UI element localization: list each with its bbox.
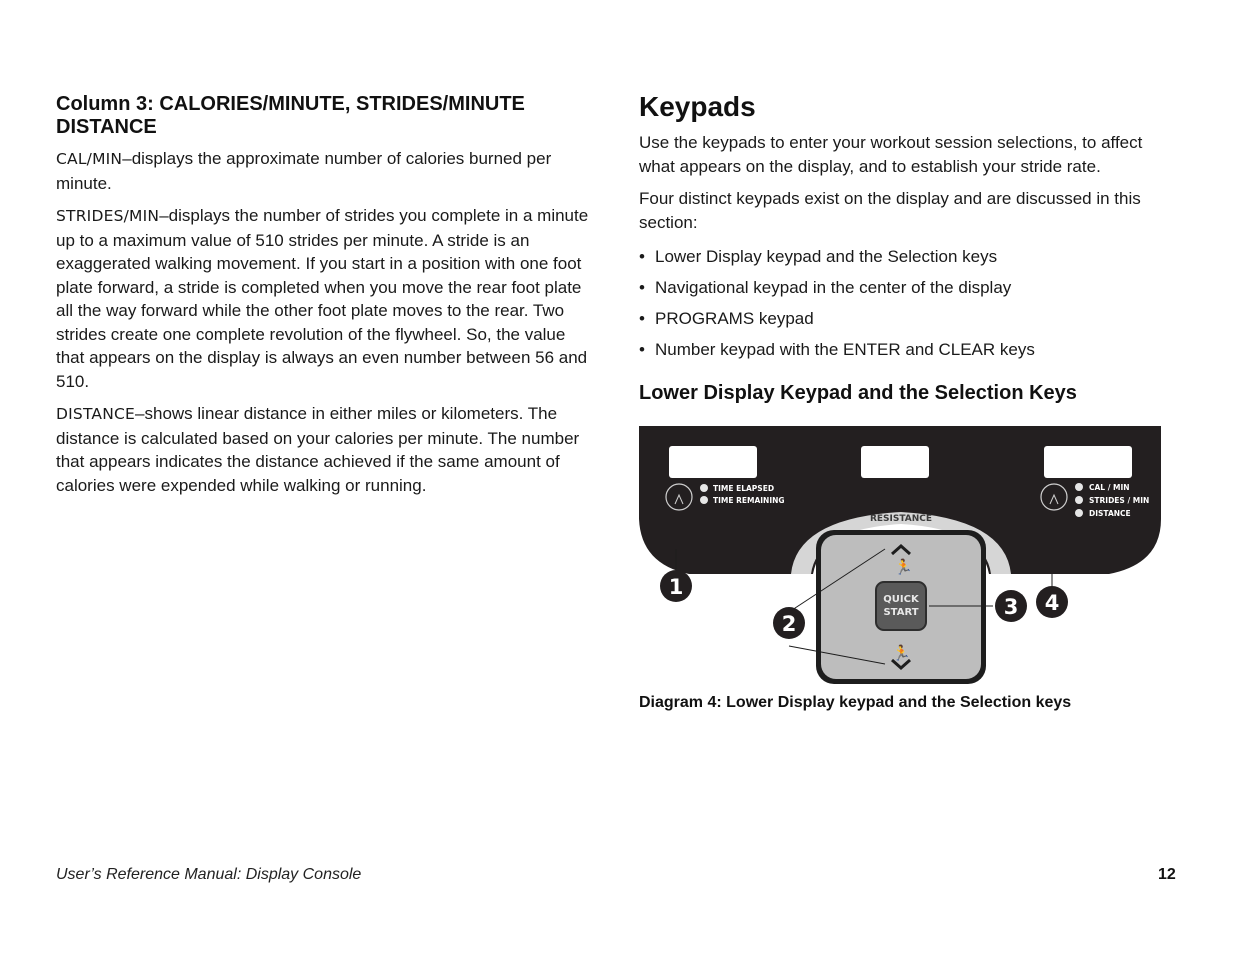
time-remaining-led: [700, 496, 708, 504]
strides-min-led: [1075, 496, 1083, 504]
distance-term: DISTANCE: [56, 405, 136, 423]
left-column: [56, 93, 596, 506]
cal-min-label: CAL / MIN: [1089, 483, 1130, 492]
strides-min-term: STRIDES/MIN: [56, 207, 160, 225]
cal-min-description: –displays the approximate number of calories burned per minute.: [56, 149, 552, 193]
keypad-list: [639, 246, 1169, 361]
diagram-caption: Diagram 4: Lower Display keypad and the Selection keys: [639, 694, 1072, 711]
left-display-window: [669, 446, 757, 478]
list-item: • Number keypad with the ENTER and CLEAR keys: [639, 340, 1035, 359]
callout-1-label: 1: [668, 575, 684, 599]
runner-fast-icon: 🏃: [894, 558, 913, 576]
distance-description: –shows linear distance in either miles or kilometers. The distance is calculated based on your calories per minute. The number that appears indicates the distance achieved if the same amount of calories were expended while walking or running.: [56, 404, 580, 495]
callout-3-label: 3: [1003, 595, 1019, 619]
footer-title: User’s Reference Manual: Display Console: [56, 866, 362, 883]
time-elapsed-label: TIME ELAPSED: [713, 484, 775, 493]
runner-slow-icon: 🏃: [892, 644, 911, 662]
resistance-label: RESISTANCE: [869, 514, 933, 524]
distance-led: [1075, 509, 1083, 517]
time-remaining-label: TIME REMAINING: [713, 496, 785, 505]
callout-2-label: 2: [781, 612, 797, 636]
list-item: • PROGRAMS keypad: [639, 309, 814, 328]
cal-min-term: CAL/MIN: [56, 150, 123, 168]
right-display-window: [1044, 446, 1132, 478]
column3-heading: Column 3: CALORIES/MINUTE, STRIDES/MINUTE DISTANCE: [56, 93, 525, 138]
quick-start-label-2: START: [883, 607, 919, 618]
right-column: [639, 91, 1169, 423]
page-number: 12: [1158, 866, 1176, 883]
cal-min-led: [1075, 483, 1083, 491]
strides-min-label: STRIDES / MIN: [1089, 496, 1150, 505]
strides-min-paragraph: [56, 204, 596, 393]
lower-display-diagram: [639, 424, 1163, 686]
cal-min-paragraph: [56, 147, 596, 195]
list-item: • Lower Display keypad and the Selection keys: [639, 247, 998, 266]
strides-min-description: –displays the number of strides you complete in a minute up to a maximum value of 510 strides per minute. A stride is an exaggerated walking movement. If you start in a position with one foot plate forward, a stride is completed when you move the rear foot plate all the way forward while the other foot plate moves to the rear. Two strides create one complete revolution of the flywheel. So, the value that appears on the display is always an even number between 56 and 510.: [56, 206, 589, 391]
list-item: • Navigational keypad in the center of the display: [639, 278, 1012, 297]
keypads-intro-1: Use the keypads to enter your workout session selections, to affect what appears on the display, and to establish your stride rate.: [639, 133, 1143, 176]
time-elapsed-led: [700, 484, 708, 492]
lower-display-subheading: Lower Display Keypad and the Selection Keys: [639, 382, 1077, 404]
distance-label: DISTANCE: [1089, 509, 1131, 518]
quick-start-label-1: QUICK: [883, 594, 919, 605]
keypads-intro-2: Four distinct keypads exist on the display and are discussed in this section:: [639, 189, 1141, 232]
center-display-window: [861, 446, 929, 478]
distance-paragraph: [56, 402, 596, 497]
console-illustration: [639, 424, 1163, 686]
quick-start-button[interactable]: [876, 582, 926, 630]
callout-4-label: 4: [1044, 591, 1060, 615]
keypads-title: Keypads: [639, 91, 756, 122]
